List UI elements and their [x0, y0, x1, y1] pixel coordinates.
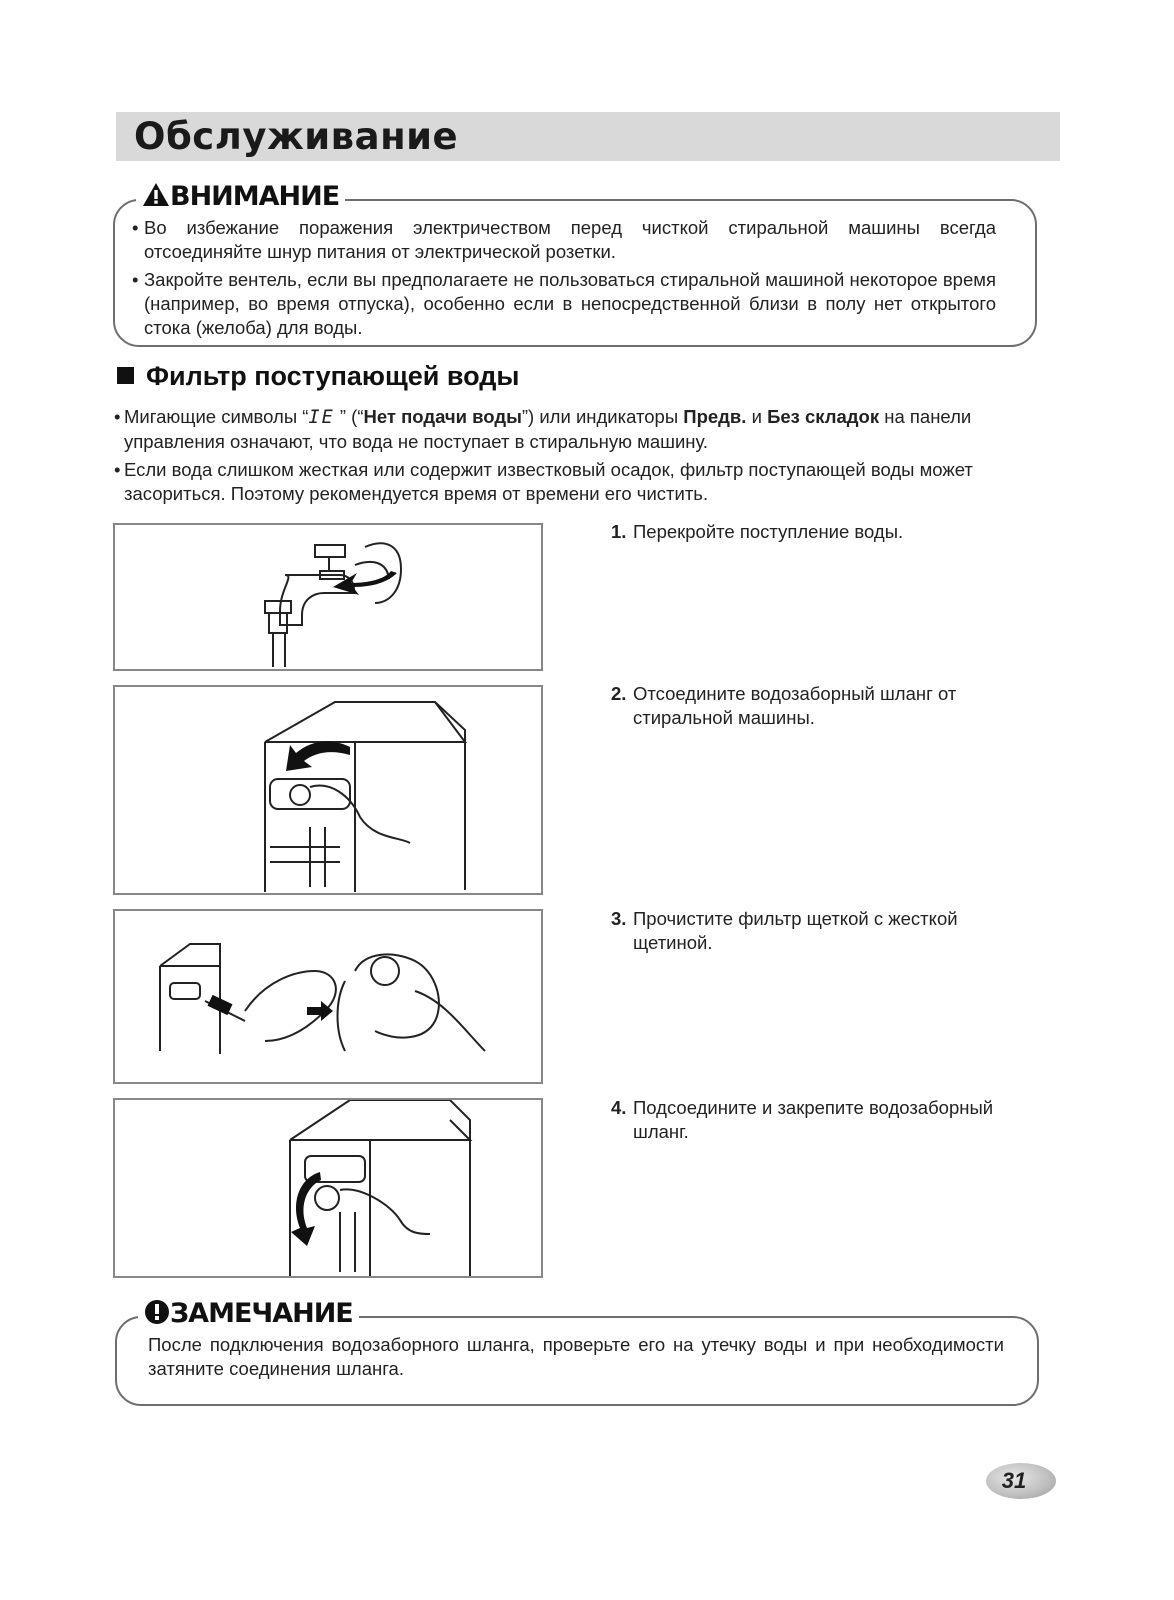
warning-bullet-text: Во избежание поражения электричеством перед чисткой стиральной машины всегда отсоединяйте шнур питания от электрической розетки.: [144, 217, 996, 262]
step-text: Отсоедините водозаборный шланг от стиральной машины.: [633, 683, 957, 728]
error-symbol: IE: [308, 407, 335, 428]
disconnect-hose-illustration: [115, 687, 541, 893]
warning-bullet-text: Закройте вентель, если вы предполагаете не пользоваться стиральной машиной некоторое время (например, во время отпуска), особенно если в непосредственной близи в полу нет открытого стока (желоба) для воды.: [144, 269, 996, 338]
step-4: [611, 1096, 1031, 1144]
section-bullet-text: Если вода слишком жесткая или содержит известковый осадок, фильтр поступающей воды может засориться. Поэтому рекомендуется время от времени его чистить.: [124, 459, 973, 504]
figure-clean-filter: [113, 909, 543, 1084]
section-title: [117, 360, 519, 392]
section-title-text: Фильтр поступающей воды: [146, 361, 520, 391]
figure-reconnect-hose: [113, 1098, 543, 1278]
step-3: [611, 907, 1031, 955]
step-text: Перекройте поступление воды.: [633, 521, 904, 542]
step-1: [611, 520, 1031, 544]
warning-bullet: • Закройте вентель, если вы предполагаете не пользоваться стиральной машиной некоторое время (например, во время отпуска), особенно если в непосредственной близи в полу нет открытого стока (желоба) для воды.: [132, 269, 996, 338]
square-bullet-icon: [117, 367, 134, 384]
warning-bullet: • Во избежание поражения электричеством перед чисткой стиральной машины всегда отсоединяйте шнур питания от электрической розетки.: [132, 217, 996, 262]
step-number: 2.: [611, 683, 627, 704]
tap-illustration: [115, 525, 541, 669]
figure-disconnect-hose: [113, 685, 543, 895]
note-title: ЗАМЕЧАНИЕ: [170, 1298, 353, 1329]
section-bullet: • Мигающие символы “IE ” (“Нет подачи воды”) или индикаторы Предв. и Без складок на панели управления означают, что вода не поступает в стиральную машину.: [114, 405, 1039, 454]
step-number: 3.: [611, 908, 627, 929]
clean-filter-illustration: [115, 911, 541, 1082]
section-bullet-text: Мигающие символы “IE ” (“Нет подачи воды”) или индикаторы Предв. и Без складок на панели управления означают, что вода не поступает в стиральную машину.: [124, 406, 972, 452]
note-text: После подключения водозаборного шланга, проверьте его на утечку воды и при необходимости затяните соединения шланга.: [148, 1334, 1004, 1379]
step-text: Подсоедините и закрепите водозаборный шланг.: [633, 1097, 994, 1142]
page-title: Обслуживание: [134, 115, 459, 158]
step-number: 1.: [611, 521, 627, 542]
step-number: 4.: [611, 1097, 627, 1118]
exclamation-circle-icon: [144, 1299, 170, 1325]
page-number: 31: [1001, 1468, 1027, 1493]
warning-title: ВНИМАНИЕ: [170, 181, 340, 212]
reconnect-hose-illustration: [115, 1100, 541, 1276]
step-text: Прочистите фильтр щеткой с жесткой щетиной.: [633, 908, 958, 953]
warning-triangle-icon: [142, 182, 170, 207]
step-2: [611, 682, 1031, 730]
figure-turn-off-tap: [113, 523, 543, 671]
note-header: [138, 1299, 359, 1329]
warning-header: [136, 182, 345, 212]
section-bullet: • Если вода слишком жесткая или содержит известковый осадок, фильтр поступающей воды может засориться. Поэтому рекомендуется время от времени его чистить.: [114, 458, 1039, 506]
